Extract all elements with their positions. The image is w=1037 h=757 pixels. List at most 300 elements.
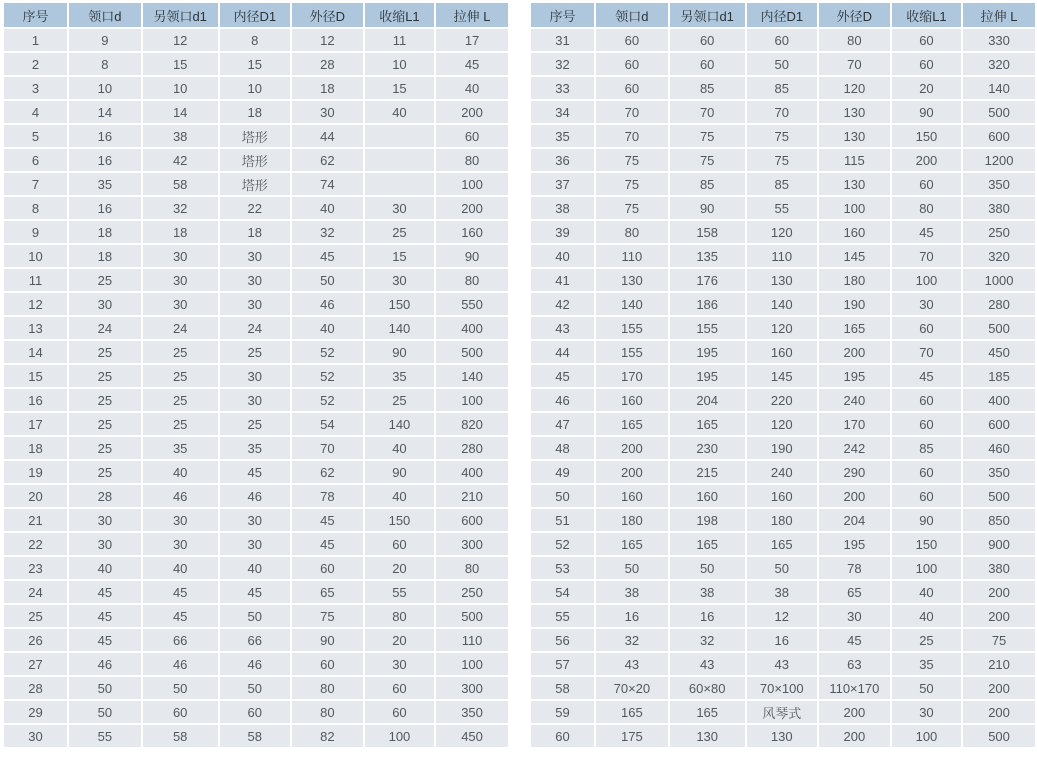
table-cell: 195 xyxy=(819,533,890,555)
table-cell: 74 xyxy=(292,173,363,195)
table-cell: 120 xyxy=(819,77,890,99)
table-cell: 66 xyxy=(220,629,290,651)
column-header: 另领口d1 xyxy=(143,3,218,27)
table-cell: 风琴式 xyxy=(747,701,817,723)
table-cell: 150 xyxy=(365,509,434,531)
table-cell: 35 xyxy=(220,437,290,459)
table-cell: 16 xyxy=(4,389,67,411)
table-cell: 135 xyxy=(670,245,745,267)
table-cell: 59 xyxy=(531,701,594,723)
table-row xyxy=(531,173,1035,195)
table-row xyxy=(531,197,1035,219)
table-row xyxy=(4,413,508,435)
table-cell: 18 xyxy=(220,221,290,243)
table-cell: 14 xyxy=(69,101,141,123)
table-cell: 50 xyxy=(670,557,745,579)
table-cell: 36 xyxy=(531,149,594,171)
table-cell: 80 xyxy=(365,605,434,627)
table-row xyxy=(4,581,508,603)
table-cell: 130 xyxy=(670,725,745,747)
header-row xyxy=(4,3,508,27)
table-cell: 50 xyxy=(531,485,594,507)
table-cell: 45 xyxy=(292,245,363,267)
table-cell: 50 xyxy=(292,269,363,291)
table-cell: 150 xyxy=(892,125,961,147)
table-cell: 330 xyxy=(963,29,1035,51)
table-cell: 41 xyxy=(531,269,594,291)
table-cell: 90 xyxy=(892,101,961,123)
table-cell: 52 xyxy=(292,341,363,363)
table-cell: 60 xyxy=(670,29,745,51)
table-cell: 40 xyxy=(365,437,434,459)
spec-table-left xyxy=(2,1,510,749)
table-cell: 165 xyxy=(596,533,668,555)
table-cell: 40 xyxy=(436,77,508,99)
table-cell: 30 xyxy=(69,533,141,555)
table-cell: 30 xyxy=(143,269,218,291)
table-cell: 85 xyxy=(670,77,745,99)
table-cell: 165 xyxy=(819,317,890,339)
table-cell: 70 xyxy=(596,101,668,123)
table-cell: 30 xyxy=(220,533,290,555)
table-cell: 25 xyxy=(69,413,141,435)
table-row xyxy=(4,221,508,243)
table-cell: 75 xyxy=(747,125,817,147)
table-cell: 35 xyxy=(365,365,434,387)
table-cell: 11 xyxy=(365,29,434,51)
table-cell: 198 xyxy=(670,509,745,531)
table-cell: 240 xyxy=(819,389,890,411)
table-cell: 204 xyxy=(819,509,890,531)
table-cell: 200 xyxy=(436,101,508,123)
table-cell: 160 xyxy=(747,341,817,363)
table-row xyxy=(4,317,508,339)
table-cell: 25 xyxy=(892,629,961,651)
table-row xyxy=(4,293,508,315)
table-cell: 70 xyxy=(670,101,745,123)
table-cell: 160 xyxy=(596,389,668,411)
table-cell: 80 xyxy=(596,221,668,243)
table-cell: 155 xyxy=(596,341,668,363)
column-header: 外径D xyxy=(292,3,363,27)
table-cell: 100 xyxy=(365,725,434,747)
table-cell: 50 xyxy=(892,677,961,699)
table-row xyxy=(531,293,1035,315)
table-cell: 40 xyxy=(143,461,218,483)
table-cell xyxy=(365,149,434,171)
table-cell: 43 xyxy=(747,653,817,675)
table-cell: 165 xyxy=(596,701,668,723)
table-cell: 11 xyxy=(4,269,67,291)
table-cell: 130 xyxy=(819,101,890,123)
table-cell: 140 xyxy=(365,413,434,435)
table-cell: 170 xyxy=(819,413,890,435)
table-cell: 215 xyxy=(670,461,745,483)
table-cell: 70 xyxy=(292,437,363,459)
table-cell: 18 xyxy=(4,437,67,459)
table-row xyxy=(4,149,508,171)
table-cell: 100 xyxy=(436,653,508,675)
table-cell: 52 xyxy=(531,533,594,555)
table-cell: 180 xyxy=(819,269,890,291)
table-cell: 165 xyxy=(670,413,745,435)
table-cell: 30 xyxy=(69,509,141,531)
table-cell: 45 xyxy=(292,509,363,531)
table-cell: 90 xyxy=(436,245,508,267)
table-cell: 1000 xyxy=(963,269,1035,291)
table-cell: 55 xyxy=(365,581,434,603)
column-header: 另领口d1 xyxy=(670,3,745,27)
table-cell: 30 xyxy=(365,269,434,291)
table-cell: 25 xyxy=(220,413,290,435)
table-cell: 25 xyxy=(220,341,290,363)
table-cell: 27 xyxy=(4,653,67,675)
table-cell: 30 xyxy=(220,245,290,267)
table-cell: 1 xyxy=(4,29,67,51)
table-cell: 100 xyxy=(436,389,508,411)
table-cell: 130 xyxy=(747,269,817,291)
table-cell: 50 xyxy=(747,53,817,75)
table-cell: 100 xyxy=(436,173,508,195)
table-cell: 50 xyxy=(69,701,141,723)
table-cell: 200 xyxy=(596,437,668,459)
table-row xyxy=(4,701,508,723)
table-cell: 40 xyxy=(292,197,363,219)
table-cell: 186 xyxy=(670,293,745,315)
table-cell: 12 xyxy=(4,293,67,315)
table-cell: 500 xyxy=(963,101,1035,123)
table-cell: 350 xyxy=(963,461,1035,483)
table-cell: 10 xyxy=(69,77,141,99)
table-cell: 176 xyxy=(670,269,745,291)
table-cell: 70 xyxy=(892,341,961,363)
table-cell: 46 xyxy=(292,293,363,315)
column-header: 拉伸 L xyxy=(436,3,508,27)
table-cell: 62 xyxy=(292,461,363,483)
table-cell: 160 xyxy=(436,221,508,243)
table-cell: 58 xyxy=(143,725,218,747)
table-cell: 45 xyxy=(220,581,290,603)
table-cell: 60 xyxy=(143,701,218,723)
table-cell: 200 xyxy=(963,605,1035,627)
table-cell: 80 xyxy=(292,677,363,699)
table-cell: 60 xyxy=(892,461,961,483)
column-header: 序号 xyxy=(531,3,594,27)
table-cell: 63 xyxy=(819,653,890,675)
table-cell: 38 xyxy=(670,581,745,603)
table-cell: 44 xyxy=(531,341,594,363)
table-cell: 18 xyxy=(292,77,363,99)
table-cell: 400 xyxy=(963,389,1035,411)
table-cell: 24 xyxy=(143,317,218,339)
table-cell: 12 xyxy=(143,29,218,51)
table-cell: 46 xyxy=(143,485,218,507)
table-cell: 35 xyxy=(69,173,141,195)
table-cell: 195 xyxy=(819,365,890,387)
table-cell: 130 xyxy=(747,725,817,747)
table-row xyxy=(531,221,1035,243)
table-cell: 46 xyxy=(220,653,290,675)
table-cell: 46 xyxy=(69,653,141,675)
table-cell: 190 xyxy=(819,293,890,315)
table-row xyxy=(4,437,508,459)
table-cell: 42 xyxy=(531,293,594,315)
table-cell: 22 xyxy=(220,197,290,219)
table-cell: 12 xyxy=(292,29,363,51)
table-cell: 62 xyxy=(292,149,363,171)
table-cell: 15 xyxy=(4,365,67,387)
table-cell: 380 xyxy=(963,557,1035,579)
table-cell: 120 xyxy=(747,221,817,243)
table-cell: 150 xyxy=(892,533,961,555)
table-cell: 350 xyxy=(436,701,508,723)
table-row xyxy=(531,677,1035,699)
table-cell: 200 xyxy=(963,677,1035,699)
table-cell: 85 xyxy=(892,437,961,459)
table-cell: 400 xyxy=(436,317,508,339)
table-cell: 140 xyxy=(436,365,508,387)
table-cell: 204 xyxy=(670,389,745,411)
table-cell: 130 xyxy=(819,173,890,195)
table-cell: 25 xyxy=(69,341,141,363)
table-cell: 100 xyxy=(892,725,961,747)
table-cell: 58 xyxy=(143,173,218,195)
table-row xyxy=(531,485,1035,507)
table-cell: 60 xyxy=(292,653,363,675)
table-cell: 54 xyxy=(531,581,594,603)
table-row xyxy=(531,701,1035,723)
table-row xyxy=(531,53,1035,75)
table-cell: 80 xyxy=(819,29,890,51)
table-cell: 30 xyxy=(292,101,363,123)
table-cell: 18 xyxy=(69,221,141,243)
table-cell: 140 xyxy=(963,77,1035,99)
table-cell: 280 xyxy=(436,437,508,459)
table-row xyxy=(531,533,1035,555)
column-header: 序号 xyxy=(4,3,67,27)
table-cell: 155 xyxy=(670,317,745,339)
table-row xyxy=(531,557,1035,579)
table-cell: 200 xyxy=(819,701,890,723)
table-cell: 180 xyxy=(747,509,817,531)
table-cell: 47 xyxy=(531,413,594,435)
table-cell: 25 xyxy=(143,389,218,411)
table-cell: 60 xyxy=(892,29,961,51)
table-cell: 75 xyxy=(596,149,668,171)
table-cell: 43 xyxy=(531,317,594,339)
table-cell: 55 xyxy=(69,725,141,747)
table-cell: 30 xyxy=(143,533,218,555)
table-cell: 60 xyxy=(892,485,961,507)
table-cell: 50 xyxy=(69,677,141,699)
table-cell: 170 xyxy=(596,365,668,387)
table-cell: 28 xyxy=(69,485,141,507)
table-cell: 15 xyxy=(143,53,218,75)
table-cell: 55 xyxy=(531,605,594,627)
table-cell: 60 xyxy=(892,413,961,435)
table-cell: 50 xyxy=(596,557,668,579)
table-cell: 550 xyxy=(436,293,508,315)
table-row xyxy=(531,77,1035,99)
table-cell: 15 xyxy=(220,53,290,75)
table-cell: 25 xyxy=(69,269,141,291)
table-cell: 12 xyxy=(747,605,817,627)
table-row xyxy=(4,53,508,75)
table-cell: 35 xyxy=(892,653,961,675)
table-row xyxy=(4,605,508,627)
table-cell: 32 xyxy=(143,197,218,219)
table-cell: 塔形 xyxy=(220,173,290,195)
table-cell: 28 xyxy=(292,53,363,75)
table-cell: 110 xyxy=(436,629,508,651)
table-cell: 58 xyxy=(220,725,290,747)
table-cell: 500 xyxy=(963,485,1035,507)
table-cell: 45 xyxy=(531,365,594,387)
table-cell: 30 xyxy=(365,653,434,675)
table-row xyxy=(4,101,508,123)
table-cell: 60 xyxy=(220,701,290,723)
table-cell: 350 xyxy=(963,173,1035,195)
column-header: 内径D1 xyxy=(747,3,817,27)
table-cell: 24 xyxy=(69,317,141,339)
table-cell: 15 xyxy=(365,245,434,267)
table-row xyxy=(531,437,1035,459)
table-cell: 17 xyxy=(436,29,508,51)
table-cell: 8 xyxy=(220,29,290,51)
table-cell: 45 xyxy=(143,605,218,627)
table-cell: 78 xyxy=(819,557,890,579)
table-cell: 37 xyxy=(531,173,594,195)
table-cell: 45 xyxy=(69,605,141,627)
table-cell: 140 xyxy=(747,293,817,315)
table-cell: 45 xyxy=(892,221,961,243)
table-cell: 130 xyxy=(596,269,668,291)
table-cell: 160 xyxy=(670,485,745,507)
table-cell: 25 xyxy=(4,605,67,627)
table-row xyxy=(531,29,1035,51)
table-cell: 165 xyxy=(670,701,745,723)
table-cell: 33 xyxy=(531,77,594,99)
table-cell: 850 xyxy=(963,509,1035,531)
table-cell: 320 xyxy=(963,245,1035,267)
table-row xyxy=(4,677,508,699)
table-cell: 290 xyxy=(819,461,890,483)
table-cell: 20 xyxy=(365,557,434,579)
table-row xyxy=(531,605,1035,627)
table-row xyxy=(4,461,508,483)
table-cell: 30 xyxy=(220,389,290,411)
table-cell xyxy=(365,125,434,147)
table-cell: 38 xyxy=(143,125,218,147)
table-cell xyxy=(365,173,434,195)
table-row xyxy=(531,245,1035,267)
table-cell: 18 xyxy=(69,245,141,267)
table-row xyxy=(531,389,1035,411)
table-cell: 8 xyxy=(69,53,141,75)
table-cell: 120 xyxy=(747,317,817,339)
table-row xyxy=(531,101,1035,123)
table-cell: 200 xyxy=(963,701,1035,723)
table-cell: 25 xyxy=(365,221,434,243)
table-cell: 140 xyxy=(365,317,434,339)
table-cell: 600 xyxy=(436,509,508,531)
table-cell: 110×170 xyxy=(819,677,890,699)
table-cell: 21 xyxy=(4,509,67,531)
header-row xyxy=(531,3,1035,27)
table-cell: 180 xyxy=(596,509,668,531)
table-cell: 15 xyxy=(365,77,434,99)
table-cell: 52 xyxy=(292,389,363,411)
table-cell: 240 xyxy=(747,461,817,483)
table-cell: 16 xyxy=(747,629,817,651)
table-cell: 55 xyxy=(747,197,817,219)
table-cell: 18 xyxy=(220,101,290,123)
table-row xyxy=(531,725,1035,747)
table-cell: 20 xyxy=(892,77,961,99)
table-cell: 2 xyxy=(4,53,67,75)
table-cell: 200 xyxy=(819,485,890,507)
table-cell: 44 xyxy=(292,125,363,147)
table-cell: 39 xyxy=(531,221,594,243)
table-cell: 100 xyxy=(892,557,961,579)
table-cell: 60×80 xyxy=(670,677,745,699)
table-row xyxy=(4,269,508,291)
table-cell: 400 xyxy=(436,461,508,483)
table-cell: 230 xyxy=(670,437,745,459)
table-cell: 200 xyxy=(892,149,961,171)
table-cell: 70 xyxy=(747,101,817,123)
table-cell: 7 xyxy=(4,173,67,195)
table-cell: 90 xyxy=(365,461,434,483)
table-cell: 51 xyxy=(531,509,594,531)
table-cell: 65 xyxy=(819,581,890,603)
table-cell: 25 xyxy=(143,413,218,435)
table-row xyxy=(531,365,1035,387)
table-cell: 53 xyxy=(531,557,594,579)
table-cell: 18 xyxy=(143,221,218,243)
table-cell: 10 xyxy=(4,245,67,267)
table-cell: 185 xyxy=(963,365,1035,387)
table-cell: 5 xyxy=(4,125,67,147)
table-cell: 30 xyxy=(892,701,961,723)
table-cell: 158 xyxy=(670,221,745,243)
table-cell: 10 xyxy=(143,77,218,99)
table-cell: 60 xyxy=(892,317,961,339)
table-cell: 220 xyxy=(747,389,817,411)
table-cell: 80 xyxy=(436,557,508,579)
table-cell: 145 xyxy=(747,365,817,387)
table-cell: 60 xyxy=(596,53,668,75)
table-cell: 45 xyxy=(69,629,141,651)
table-cell: 70 xyxy=(819,53,890,75)
table-cell: 9 xyxy=(4,221,67,243)
table-cell: 75 xyxy=(596,197,668,219)
table-cell: 80 xyxy=(892,197,961,219)
table-cell: 210 xyxy=(963,653,1035,675)
table-cell: 450 xyxy=(436,725,508,747)
table-cell: 30 xyxy=(220,269,290,291)
table-cell: 40 xyxy=(892,605,961,627)
column-header: 收缩L1 xyxy=(892,3,961,27)
table-cell: 25 xyxy=(69,389,141,411)
table-cell: 75 xyxy=(670,125,745,147)
table-cell: 200 xyxy=(596,461,668,483)
table-cell: 90 xyxy=(365,341,434,363)
table-row xyxy=(4,725,508,747)
table-cell: 70 xyxy=(892,245,961,267)
table-cell: 45 xyxy=(819,629,890,651)
table-cell: 14 xyxy=(4,341,67,363)
